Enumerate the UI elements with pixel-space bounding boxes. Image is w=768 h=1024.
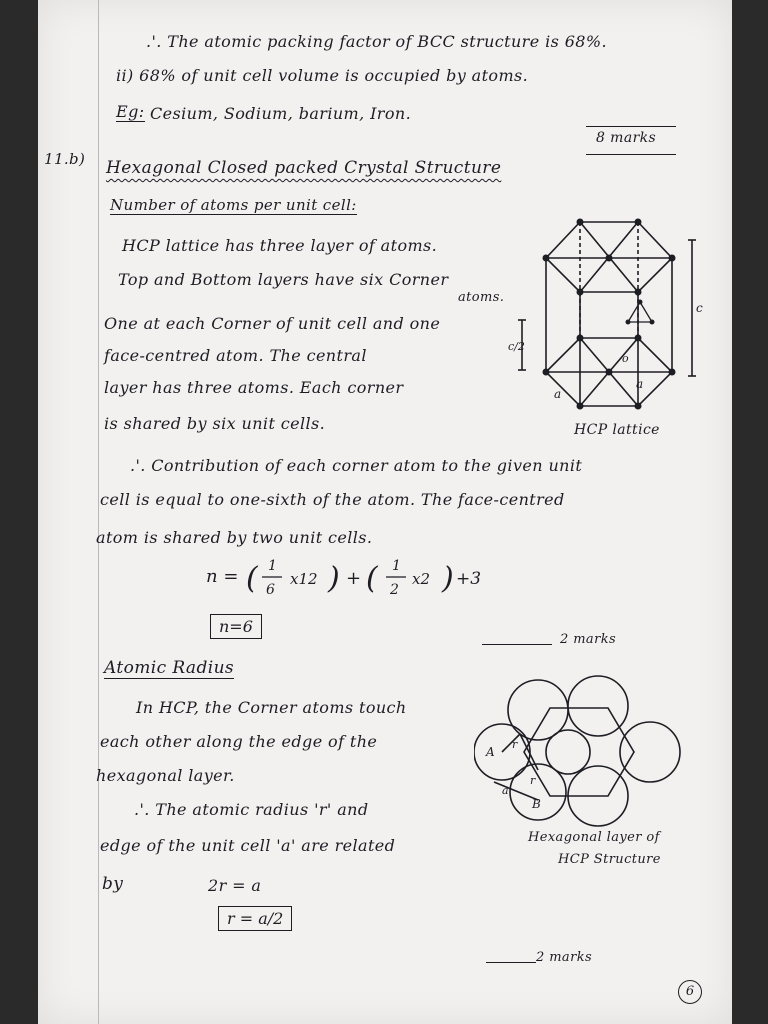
hcp-label-a1: a xyxy=(554,387,562,401)
marks-underline-2 xyxy=(586,154,676,155)
equation-2r: 2r = a xyxy=(208,876,262,895)
svg-text:+: + xyxy=(346,568,362,589)
radius-line-3: hexagonal layer. xyxy=(96,766,235,785)
svg-text:): ) xyxy=(442,561,454,596)
formula-n-label: n = xyxy=(206,566,239,587)
question-number: 11.b) xyxy=(44,150,86,168)
para-line-3: One at each Corner of unit cell and one xyxy=(104,314,441,333)
hex-layer-hexagon xyxy=(524,708,634,796)
para-line-1: HCP lattice has three layer of atoms. xyxy=(122,236,438,255)
svg-text:(: ( xyxy=(366,561,378,596)
radius-line-2: each other along the edge of the xyxy=(100,732,378,751)
para-line-2b: atoms. xyxy=(458,290,505,305)
section-heading: Hexagonal Closed packed Crystal Structure xyxy=(106,158,502,178)
frac2-num: 1 xyxy=(392,558,401,574)
para-line-7: .'. Contribution of each corner atom to the given unit xyxy=(130,456,583,475)
hex-label-A: A xyxy=(486,745,495,759)
page-number: 6 xyxy=(678,980,702,1004)
formula-rest: +3 xyxy=(456,569,482,589)
notebook-page xyxy=(38,0,732,1024)
hcp-label-c2: c/2 xyxy=(508,340,525,353)
hex-caption-1: Hexagonal layer of xyxy=(528,830,660,845)
frac1-den: 6 xyxy=(266,582,275,598)
frac1-mult: x12 xyxy=(290,570,318,588)
line-examples: Cesium, Sodium, barium, Iron. xyxy=(150,104,412,123)
marks-bottom: 2 marks xyxy=(536,950,593,965)
hcp-label-o: o xyxy=(622,352,629,365)
para-line-8: cell is equal to one-sixth of the atom. The face-centred xyxy=(100,490,565,509)
marks-bottom-line xyxy=(486,962,536,963)
svg-text:(: ( xyxy=(246,561,258,596)
para-line-9: atom is shared by two unit cells. xyxy=(96,528,373,547)
marks-mid-line xyxy=(482,644,552,645)
marks-underline xyxy=(586,126,676,127)
marks-mid: 2 marks xyxy=(560,632,617,647)
frac2-den: 2 xyxy=(390,582,399,598)
para-line-2: Top and Bottom layers have six Corner xyxy=(118,270,449,289)
hcp-label-a2: a xyxy=(636,377,644,391)
radius-line-5: edge of the unit cell 'a' are related xyxy=(100,836,396,855)
example-label: Eg: xyxy=(116,102,145,121)
radius-line-6: by xyxy=(102,874,124,894)
hex-label-r2: r xyxy=(530,774,536,787)
hcp-label-c: c xyxy=(696,301,703,315)
hcp-caption: HCP lattice xyxy=(574,422,660,438)
margin-line xyxy=(98,0,99,1024)
radius-line-1: In HCP, the Corner atoms touch xyxy=(136,698,407,717)
hex-label-r1: r xyxy=(512,738,518,751)
frac2-mult: x2 xyxy=(412,570,431,588)
hcp-lattice-figure xyxy=(508,210,708,440)
hex-layer-figure xyxy=(474,672,684,828)
answer-r-box: r = a/2 xyxy=(218,906,292,931)
formula-n xyxy=(198,550,518,610)
para-line-6: is shared by six unit cells. xyxy=(104,414,326,433)
subheading: Number of atoms per unit cell: xyxy=(110,196,357,214)
hex-label-a: a xyxy=(502,784,509,797)
hex-label-B: B xyxy=(532,797,541,811)
radius-heading: Atomic Radius xyxy=(104,658,235,678)
line-volume: ii) 68% of unit cell volume is occupied by atoms. xyxy=(116,66,529,85)
svg-text:): ) xyxy=(328,561,340,596)
para-line-5: layer has three atoms. Each corner xyxy=(104,378,404,397)
hex-caption-2: HCP Structure xyxy=(558,852,661,867)
marks-top: 8 marks xyxy=(596,130,657,146)
radius-line-4: .'. The atomic radius 'r' and xyxy=(134,800,369,819)
line-apf: .'. The atomic packing factor of BCC structure is 68%. xyxy=(146,32,607,51)
answer-n-box: n=6 xyxy=(210,614,262,639)
para-line-4: face-centred atom. The central xyxy=(104,346,367,365)
frac1-num: 1 xyxy=(268,558,277,574)
